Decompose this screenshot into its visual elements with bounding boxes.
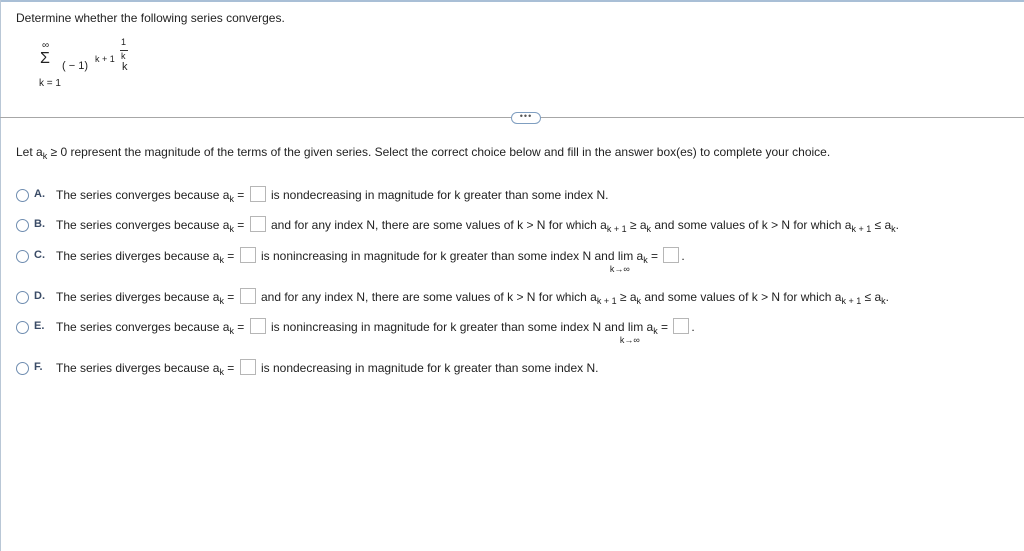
choice-e-t2: is nonincreasing in magnitude for k greater than some index N and: [270, 320, 625, 334]
choice-c-t1: The series diverges because a: [56, 249, 220, 263]
limit-c-under: k→∞: [609, 264, 630, 274]
limit-e-under: k→∞: [619, 335, 640, 345]
choice-f-t2: is nondecreasing in magnitude for k greater than some index N.: [260, 361, 599, 375]
choice-e-eq: =: [233, 320, 245, 334]
choice-d-t4: and some values of k > N for which a: [641, 290, 842, 304]
instruction-subscript: k: [42, 151, 48, 161]
radio-e[interactable]: [16, 321, 29, 334]
sum-upper-limit: ∞: [42, 40, 50, 51]
choice-b-letter: B.: [34, 218, 45, 230]
series-term-base: k: [122, 61, 128, 73]
choice-c-end: .: [681, 249, 685, 263]
choice-d-t3: ≥ a: [616, 290, 637, 304]
answer-box-e-2[interactable]: [673, 318, 689, 334]
choice-c-eq2: =: [647, 249, 659, 263]
choice-e-sub: k: [229, 326, 234, 336]
radio-f[interactable]: [16, 362, 29, 375]
choice-e-t1: The series converges because a: [56, 320, 230, 334]
choice-b-sub5: k: [891, 224, 896, 234]
sum-lower-limit: k = 1: [39, 78, 61, 89]
choice-d-t2: and for any index N, there are some values of k > N for which a: [260, 290, 597, 304]
choice-c-sub: k: [219, 255, 224, 265]
choice-e-eq2: =: [657, 320, 669, 334]
choice-b-text: [56, 216, 899, 232]
choice-e-end: .: [691, 320, 695, 334]
series-exponent: k + 1: [95, 54, 115, 64]
choice-c-eq: =: [223, 249, 235, 263]
radio-d[interactable]: [16, 291, 29, 304]
choice-f-sub: k: [219, 367, 224, 377]
choice-f-letter: F.: [34, 361, 43, 373]
top-border: [0, 0, 1024, 2]
answer-box-b[interactable]: [250, 216, 266, 232]
answer-box-c-1[interactable]: [240, 247, 256, 263]
choice-c-letter: C.: [34, 249, 45, 261]
choice-f-eq: =: [223, 361, 235, 375]
choice-d-sub: k: [219, 296, 224, 306]
choice-f-t1: The series diverges because a: [56, 361, 220, 375]
choice-a-eq: =: [233, 188, 245, 202]
choice-a-letter: A.: [34, 188, 45, 200]
choice-d-eq: =: [223, 290, 235, 304]
instruction-part-1: Let a: [16, 145, 43, 159]
choice-b-t2: and for any index N, there are some values of k > N for which a: [270, 218, 607, 232]
choice-d-sub5: k: [881, 296, 886, 306]
choice-d-sub4: k + 1: [841, 296, 862, 306]
choice-e-letter: E.: [34, 320, 45, 332]
choice-b-t4: and some values of k > N for which a: [651, 218, 852, 232]
choice-a-sub: k: [229, 194, 234, 204]
choice-b-t5: ≤ a: [871, 218, 892, 232]
limit-e: [619, 320, 644, 345]
choice-b-sub3: k: [646, 224, 652, 234]
series-base: ( − 1): [62, 60, 88, 72]
choice-b-sub4: k + 1: [851, 224, 872, 234]
answer-box-f[interactable]: [240, 359, 256, 375]
choice-d-sub2: k + 1: [596, 296, 617, 306]
choice-b-t1: The series converges because a: [56, 218, 230, 232]
choice-d-t1: The series diverges because a: [56, 290, 220, 304]
choice-f-text: [56, 359, 599, 375]
choice-b-t3: ≥ a: [626, 218, 647, 232]
answer-box-e-1[interactable]: [250, 318, 266, 334]
choice-c-t2: is nonincreasing in magnitude for k greater than some index N and: [260, 249, 615, 263]
series-expression: [38, 34, 158, 92]
choice-e-a: a: [643, 320, 654, 334]
choice-b-t6: .: [895, 218, 899, 232]
choice-b-sub: k: [229, 224, 234, 234]
limit-c-label: lim: [617, 249, 634, 263]
choice-a-text: [56, 186, 609, 202]
radio-a[interactable]: [16, 189, 29, 202]
choice-e-sub2: k: [653, 326, 658, 336]
choice-a-t2: is nondecreasing in magnitude for k greater than some index N.: [270, 188, 609, 202]
limit-e-label: lim: [627, 320, 644, 334]
choice-d-letter: D.: [34, 290, 45, 302]
choice-d-t5: ≤ a: [861, 290, 882, 304]
choice-d-t6: .: [885, 290, 889, 304]
choice-b-eq: =: [233, 218, 245, 232]
answer-box-c-2[interactable]: [663, 247, 679, 263]
choice-d-text: [56, 288, 889, 304]
expand-more-button[interactable]: •••: [511, 112, 541, 124]
limit-c: [609, 249, 634, 274]
answer-box-d[interactable]: [240, 288, 256, 304]
radio-b[interactable]: [16, 219, 29, 232]
choice-c-sub2: k: [643, 255, 648, 265]
radio-c[interactable]: [16, 250, 29, 263]
choice-a-t1: The series converges because a: [56, 188, 230, 202]
question-text: Determine whether the following series converges.: [16, 11, 285, 25]
fraction-numerator: 1: [121, 37, 127, 47]
choice-d-sub3: k: [636, 296, 642, 306]
instruction-text: [16, 145, 830, 159]
choice-e-text: [56, 318, 695, 345]
fraction-denominator: k: [121, 51, 126, 61]
instruction-part-2: ≥ 0 represent the magnitude of the terms of the given series. Select the correct choice below and fill in the answer box(es) to complete your choice.: [47, 145, 831, 159]
left-border: [0, 0, 1, 551]
sigma-symbol: Σ: [40, 50, 50, 67]
choice-b-sub2: k + 1: [606, 224, 627, 234]
choice-c-a: a: [633, 249, 644, 263]
answer-box-a[interactable]: [250, 186, 266, 202]
choice-c-text: [56, 247, 685, 274]
